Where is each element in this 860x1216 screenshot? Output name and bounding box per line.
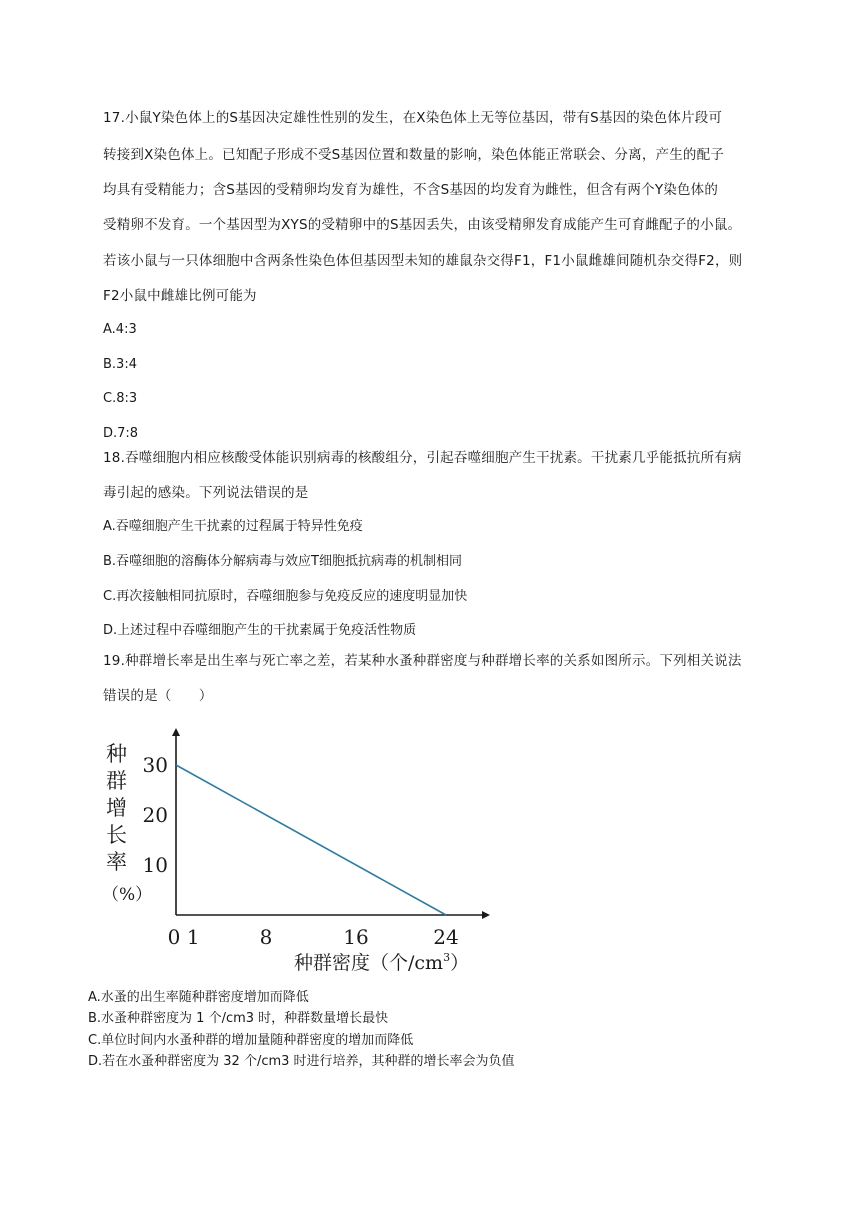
y-label-char: 群 <box>106 769 127 793</box>
y-label-unit: （%） <box>102 885 153 905</box>
q17-line-1: 17.小鼠Y染色体上的S基因决定雄性性别的发生，在X染色体上无等位基因，带有S基因的染色体片段可 <box>103 110 723 126</box>
x-tick-label: 1 <box>186 925 200 949</box>
q17-option-d: D.7:8 <box>103 426 139 441</box>
q19-option-d: D.若在水蚤种群密度为 32 个/cm3 时进行培养，其种群的增长率会为负值 <box>88 1054 515 1069</box>
q17-option-c: C.8:3 <box>103 391 138 406</box>
y-label-char: 长 <box>106 823 127 847</box>
y-tick-labels <box>143 753 168 877</box>
q18-option-b: B.吞噬细胞的溶酶体分解病毒与效应T细胞抵抗病毒的机制相同 <box>103 554 462 569</box>
q19-line-2: 错误的是（ ） <box>103 688 213 704</box>
population-growth-chart <box>100 722 500 977</box>
series-lines <box>176 765 446 915</box>
q18-option-a: A.吞噬细胞产生干扰素的过程属于特异性免疫 <box>103 519 363 534</box>
series-line <box>176 765 446 915</box>
y-tick-label: 20 <box>142 803 168 827</box>
q18-line-1: 18.吞噬细胞内相应核酸受体能识别病毒的核酸组分，引起吞噬细胞产生干扰素。干扰素几乎能抵抗所有病 <box>103 450 742 466</box>
q19-option-a: A.水蚤的出生率随种群密度增加而降低 <box>88 990 309 1005</box>
y-label-char: 增 <box>106 796 127 820</box>
q19-line-1: 19.种群增长率是出生率与死亡率之差，若某种水蚤种群密度与种群增长率的关系如图所示。下列相关说法 <box>103 653 742 669</box>
q19-option-b: B.水蚤种群密度为 1 个/cm3 时，种群数量增长最快 <box>88 1011 389 1026</box>
q18-option-c: C.再次接触相同抗原时，吞噬细胞参与免疫反应的速度明显加快 <box>103 589 468 604</box>
y-label-char: 种 <box>106 742 127 766</box>
y-label-char: 率 <box>106 850 127 874</box>
q17-line-5: 若该小鼠与一只体细胞中含两条性染色体但基因型未知的雄鼠杂交得F1，F1小鼠雌雄间随机杂交得F2，则 <box>103 253 743 269</box>
q18-option-d: D.上述过程中吞噬细胞产生的干扰素属于免疫活性物质 <box>103 623 417 638</box>
q17-line-6: F2小鼠中雌雄比例可能为 <box>103 288 257 304</box>
y-tick-label: 10 <box>142 853 168 877</box>
x-axis-label: 种群密度（个$/cm^3$） <box>294 951 470 974</box>
q17-option-a: A.4:3 <box>103 322 137 337</box>
q17-option-b: B.3:4 <box>103 357 137 372</box>
q17-line-4: 受精卵不发育。一个基因型为XYS的受精卵中的S基因丢失，由该受精卵发育成能产生可育雌配子的小鼠。 <box>103 217 742 233</box>
q19-option-c: C.单位时间内水蚤种群的增加量随种群密度的增加而降低 <box>88 1033 414 1048</box>
x-tick-labels <box>168 925 459 949</box>
y-tick-label: 30 <box>142 753 168 777</box>
q17-line-3: 均具有受精能力；含S基因的受精卵均发育为雄性，不含S基因的均发育为雌性，但含有两个Y染色体的 <box>103 182 719 198</box>
x-tick-label: 0 <box>167 925 181 949</box>
x-tick-label: 24 <box>433 925 459 949</box>
q17-line-2: 转接到X染色体上。已知配子形成不受S基因位置和数量的影响，染色体能正常联会、分离，产生的配子 <box>103 147 725 163</box>
x-tick-label: 8 <box>259 925 273 949</box>
q18-line-2: 毒引起的感染。下列说法错误的是 <box>103 485 309 501</box>
x-tick-label: 16 <box>343 925 369 949</box>
